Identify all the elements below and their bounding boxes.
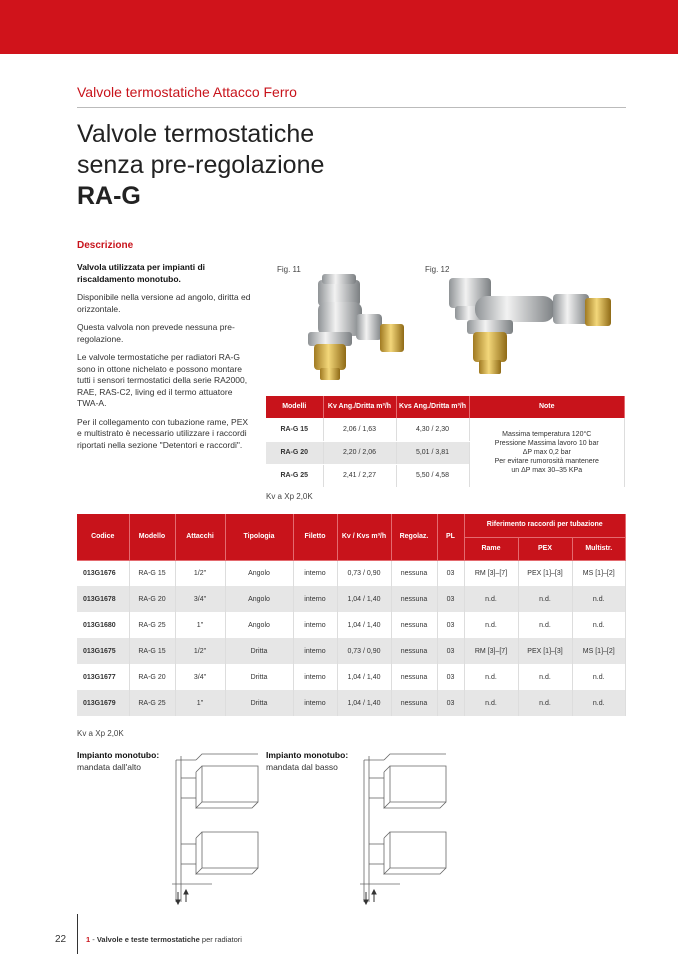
cell: RM [3]–[7] [464,560,518,586]
cell: 013G1675 [77,638,129,664]
cell: 1/2" [175,638,225,664]
section-title: Valvole termostatiche Attacco Ferro [77,84,297,100]
cell: RA-G 15 [266,418,323,441]
cell: PEX [1]–[3] [518,560,572,586]
angle-valve-image [278,272,413,387]
cell: 2,06 / 1,63 [323,418,396,441]
cell: 1,04 / 1,40 [337,586,391,612]
cell: 5,50 / 4,58 [396,464,469,487]
description-p2: Questa valvola non prevede nessuna pre-regolazione. [77,322,235,344]
cell: 0,73 / 0,90 [337,638,391,664]
table-row [77,664,626,690]
cell: n.d. [464,612,518,638]
installation-1-subtitle: mandata dall'alto [77,762,141,772]
description-lead: Valvola utilizzata per impianti di riscaldamento monotubo. [77,262,206,284]
kv-header-kvs: Kvs Ang./Dritta m³/h [396,396,469,418]
cell: RA-G 25 [129,612,175,638]
cell: 1" [175,612,225,638]
top-brand-bar [0,0,678,54]
cell: interno [293,560,337,586]
cell: n.d. [464,664,518,690]
cell: 4,30 / 2,30 [396,418,469,441]
table-row [266,418,625,441]
description-p3: Le valvole termostatiche per radiatori RA-G sono in ottone nichelato e possono montare tutti i sensori termostatici della serie RA2000, RAE, RAS-C2, living ed il termo attuatore TWA-A. [77,352,248,408]
table-row [77,560,626,586]
description-p4: Per il collegamento con tubazione rame, PEX e multistrato è necessario utilizzare i raccordi riportati nella sezione "Detentori e raccordi". [77,416,249,450]
cell: Dritta [225,638,293,664]
cell: n.d. [518,612,572,638]
cell: nessuna [391,560,437,586]
chapter-title-rest: per radiatori [199,935,242,944]
kv-footnote: Kv a Xp 2,0K [266,492,313,501]
cell: PEX [1]–[3] [518,638,572,664]
cell: n.d. [572,586,626,612]
cell: 013G1677 [77,664,129,690]
header-type: Tipologia [225,514,293,560]
cell: Angolo [225,586,293,612]
divider [77,107,626,108]
chapter-separator: - [90,935,97,944]
cell: Angolo [225,612,293,638]
header-regulation: Regolaz. [391,514,437,560]
cell: 013G1679 [77,690,129,716]
cell: 03 [437,664,464,690]
cell: Dritta [225,664,293,690]
cell: 013G1680 [77,612,129,638]
cell: interno [293,690,337,716]
cell: nessuna [391,664,437,690]
cell: 5,01 / 3,81 [396,441,469,464]
cell: nessuna [391,612,437,638]
header-multistrato: Multistr. [572,537,626,560]
header-connections: Attacchi [175,514,225,560]
header-model: Modello [129,514,175,560]
cell: 1" [175,690,225,716]
note-line: ΔP max 0,2 bar [522,448,571,456]
cell: 03 [437,612,464,638]
cell: 1,04 / 1,40 [337,690,391,716]
cell: n.d. [464,690,518,716]
table-row [77,638,626,664]
note-line: Per evitare rumorosità mantenere [494,457,599,465]
header-fittings-group: Riferimento raccordi per tubazione [464,514,626,537]
cell: 013G1678 [77,586,129,612]
cell: n.d. [572,664,626,690]
top-feed-diagram [172,752,262,907]
table-row [77,586,626,612]
header-pl: PL [437,514,464,560]
cell: Dritta [225,690,293,716]
cell: n.d. [572,690,626,716]
notes-cell [469,418,625,487]
installation-2-title: Impianto monotubo: [266,750,349,760]
cell: interno [293,612,337,638]
footer-chapter [86,935,242,944]
cell: interno [293,664,337,690]
cell: n.d. [518,586,572,612]
cell: Angolo [225,560,293,586]
header-pex: PEX [518,537,572,560]
kv-footnote-2: Kv a Xp 2,0K [77,729,124,738]
model-name: RA-G [77,182,141,210]
cell: 3/4" [175,664,225,690]
cell: 03 [437,586,464,612]
cell: MS [1]–[2] [572,560,626,586]
fig-12-label: Fig. 12 [425,265,450,274]
table-row [77,612,626,638]
header-rame: Rame [464,537,518,560]
cell: 3/4" [175,586,225,612]
cell: n.d. [572,612,626,638]
kv-header-kv: Kv Ang./Dritta m³/h [323,396,396,418]
page-number: 22 [55,934,67,945]
straight-valve-image [445,272,625,387]
cell: 0,73 / 0,90 [337,560,391,586]
cell: RA-G 15 [129,638,175,664]
title-line-2: senza pre-regolazione [77,151,325,179]
note-line: Massima temperatura 120°C [502,430,592,438]
installation-1-title: Impianto monotubo: [77,750,160,760]
header-code: Codice [77,514,129,560]
title-line-1: Valvole termostatiche [77,120,315,148]
product-table [77,514,626,716]
cell: 03 [437,638,464,664]
cell: MS [1]–[2] [572,638,626,664]
cell: RA-G 20 [129,586,175,612]
fig-11-label: Fig. 11 [277,265,301,274]
note-line: Pressione Massima lavoro 10 bar [494,439,599,447]
cell: 1,04 / 1,40 [337,664,391,690]
kv-header-models: Modelli [266,396,323,418]
page-title [77,119,324,212]
note-line: un ΔP max 30–35 KPa [511,466,583,474]
description-p1: Disponibile nella versione ad angolo, diritta ed orizzontale. [77,292,251,314]
table-row [77,690,626,716]
cell: n.d. [464,586,518,612]
header-kv: Kv / Kvs m³/h [337,514,391,560]
description-heading: Descrizione [77,240,134,251]
cell: RA-G 25 [266,464,323,487]
cell: 03 [437,560,464,586]
cell: 2,20 / 2,06 [323,441,396,464]
chapter-title: Valvole e teste termostatiche [96,935,200,944]
cell: RA-G 25 [129,690,175,716]
cell: 03 [437,690,464,716]
chapter-number: 1 [86,935,91,944]
header-thread: Filetto [293,514,337,560]
cell: nessuna [391,690,437,716]
cell: 1/2" [175,560,225,586]
footer-divider [77,914,78,954]
cell: n.d. [518,690,572,716]
kv-header-note: Note [469,396,625,418]
cell: interno [293,638,337,664]
kv-table [266,396,625,488]
installation-2-subtitle: mandata dal basso [266,762,338,772]
cell: nessuna [391,586,437,612]
cell: RA-G 20 [266,441,323,464]
cell: n.d. [518,664,572,690]
cell: nessuna [391,638,437,664]
cell: RA-G 20 [129,664,175,690]
cell: RM [3]–[7] [464,638,518,664]
cell: 1,04 / 1,40 [337,612,391,638]
description-text [77,262,252,458]
cell: 2,41 / 2,27 [323,464,396,487]
cell: RA-G 15 [129,560,175,586]
cell: 013G1676 [77,560,129,586]
cell: interno [293,586,337,612]
bottom-feed-diagram [360,752,450,907]
